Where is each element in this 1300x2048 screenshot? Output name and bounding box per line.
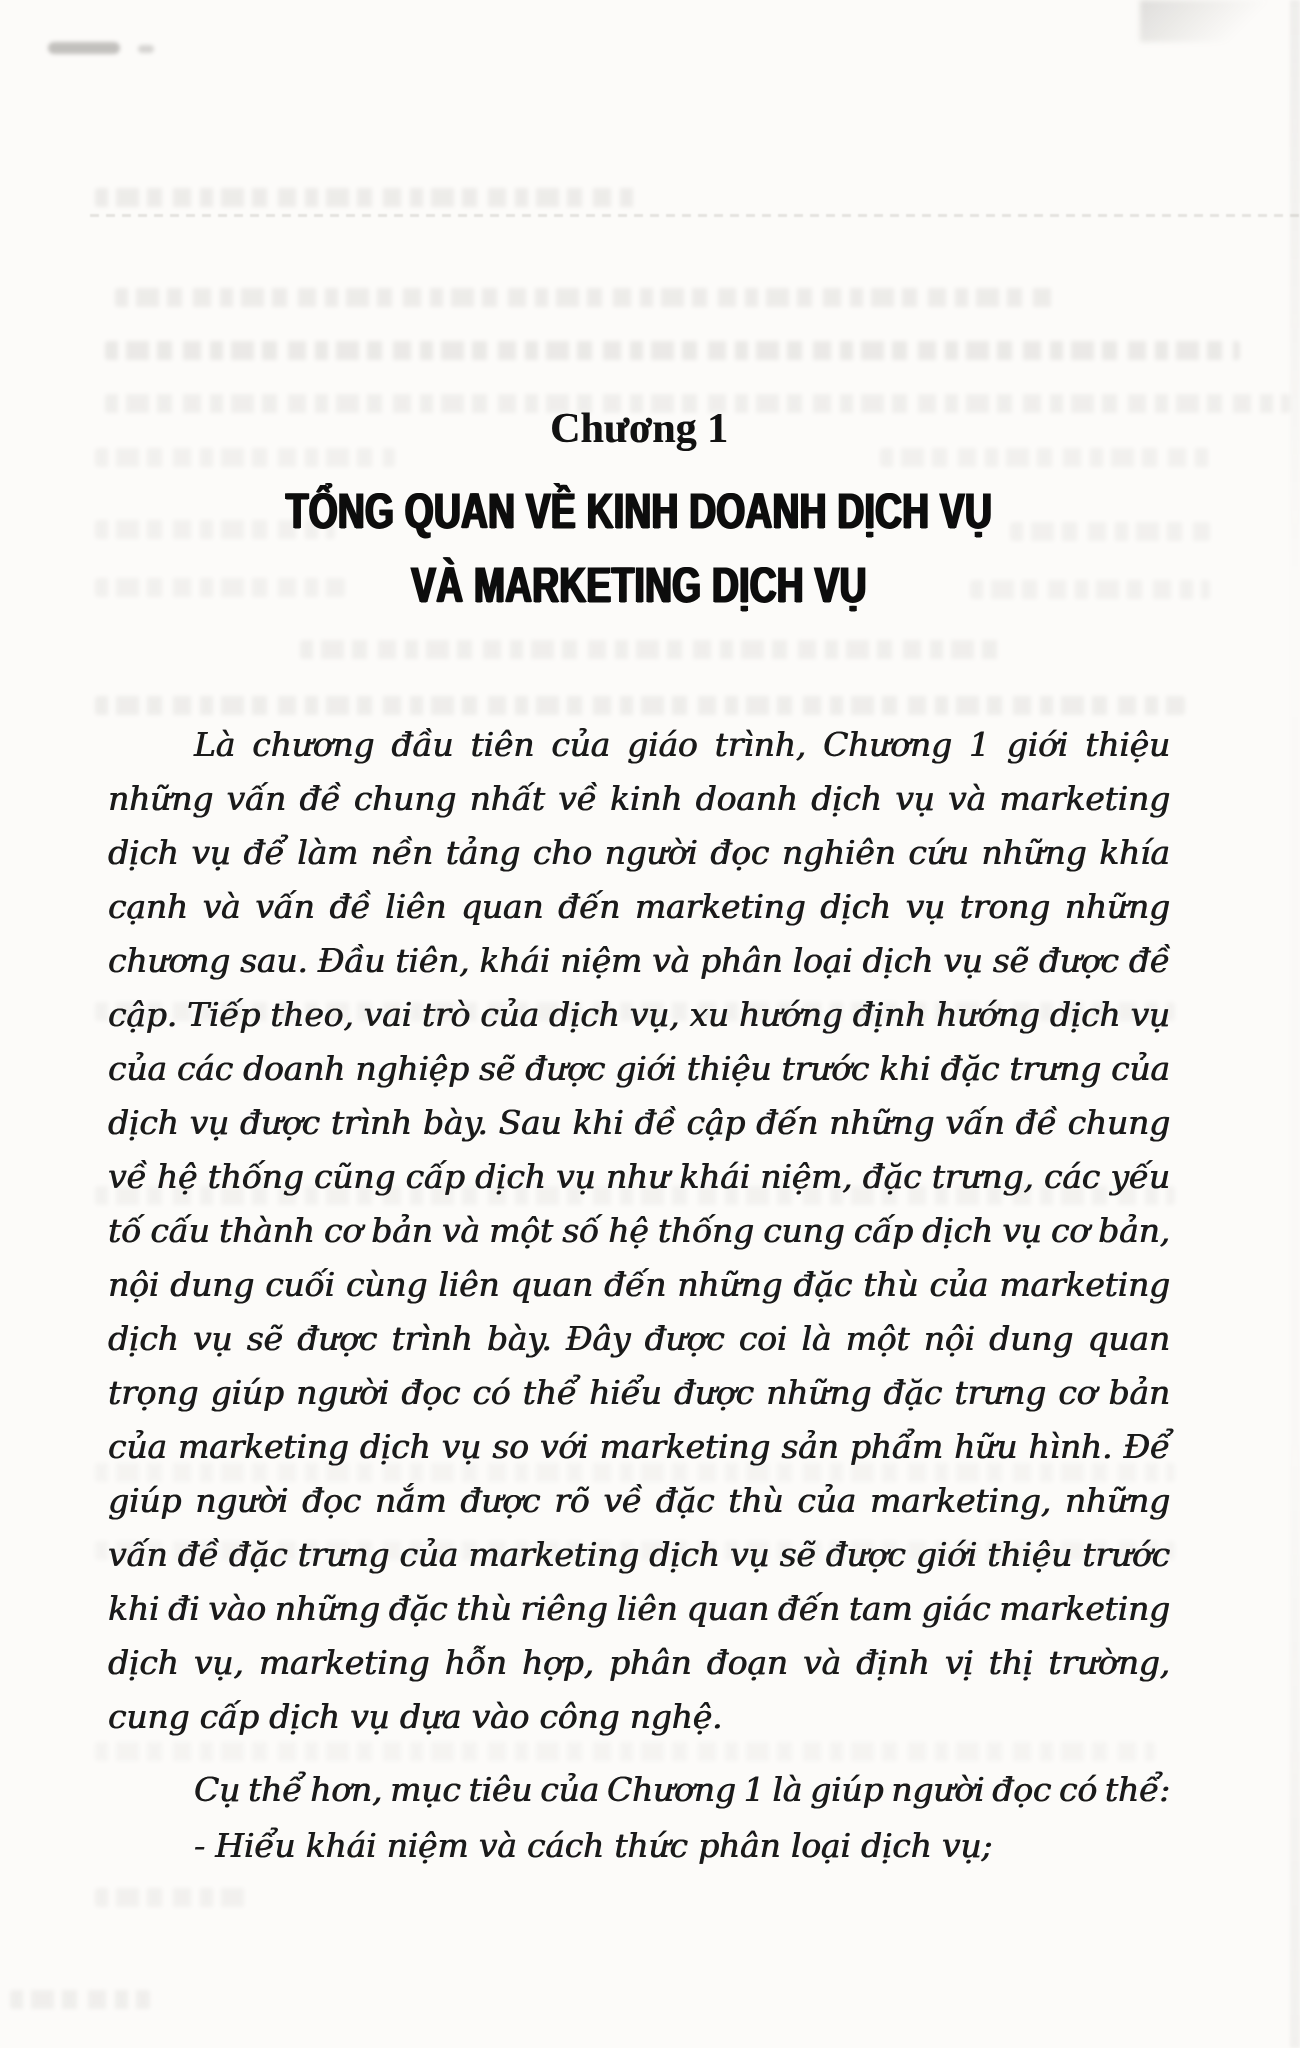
intro-line: của marketing dịch vụ so với marketing sản phẩm hữu hình. Để [108, 1427, 1170, 1466]
intro-line: cạnh và vấn đề liên quan đến marketing dịch vụ trong những [108, 887, 1170, 926]
bleed-through-artifact [1010, 522, 1210, 541]
intro-line: chương sau. Đầu tiên, khái niệm và phân loại dịch vụ sẽ được đề [108, 941, 1170, 980]
bleed-through-artifact [95, 1742, 1155, 1761]
bleed-through-artifact [115, 288, 1060, 307]
intro-line: Là chương đầu tiên của giáo trình, Chương 1 giới thiệu [194, 725, 1170, 764]
intro-line: về hệ thống cũng cấp dịch vụ như khái niệm, đặc trưng, các yếu [108, 1157, 1170, 1196]
chapter-title-line-1: TỔNG QUAN VỀ KINH DOANH DỊCH VỤ [285, 483, 993, 539]
objectives-intro-line: Cụ thể hơn, mục tiêu của Chương 1 là giúp người đọc có thể: [194, 1770, 1170, 1809]
scan-corner-shadow [1140, 0, 1300, 42]
bleed-through-artifact [95, 696, 1185, 715]
intro-line: của các doanh nghiệp sẽ được giới thiệu trước khi đặc trưng của [108, 1049, 1170, 1088]
intro-line: trọng giúp người đọc có thể hiểu được những đặc trưng cơ bản [108, 1373, 1170, 1412]
scan-smudge [138, 45, 154, 53]
bleed-through-artifact [95, 1888, 245, 1907]
objectives-intro [108, 1763, 1170, 1817]
scan-edge-shadow [1290, 0, 1300, 2048]
chapter-title-line-2: VÀ MARKETING DỊCH VỤ [411, 557, 867, 613]
chapter-label: Chương 1 [549, 406, 728, 452]
bleed-through-artifact [300, 640, 1000, 659]
intro-line: cập. Tiếp theo, vai trò của dịch vụ, xu hướng định hướng dịch vụ [108, 995, 1170, 1034]
intro-line: tố cấu thành cơ bản và một số hệ thống cung cấp dịch vụ cơ bản, [108, 1211, 1170, 1250]
objective-item: - Hiểu khái niệm và cách thức phân loại dịch vụ; [194, 1826, 993, 1865]
intro-line: dịch vụ, marketing hỗn hợp, phân đoạn và định vị thị trường, [108, 1643, 1170, 1682]
intro-line: cung cấp dịch vụ dựa vào công nghệ. [108, 1697, 723, 1736]
bleed-through-artifact [10, 1990, 150, 2009]
intro-line: vấn đề đặc trưng của marketing dịch vụ sẽ được giới thiệu trước [108, 1535, 1170, 1574]
scan-line-artifact [90, 214, 1300, 217]
intro-line: những vấn đề chung nhất về kinh doanh dịch vụ và marketing [108, 779, 1170, 818]
intro-paragraph [108, 718, 1170, 1744]
intro-line: dịch vụ để làm nền tảng cho người đọc nghiên cứu những khía [108, 833, 1170, 872]
bleed-through-artifact [95, 188, 640, 207]
intro-line: giúp người đọc nắm được rõ về đặc thù của marketing, những [108, 1481, 1170, 1520]
bleed-through-artifact [105, 341, 1240, 360]
intro-line: dịch vụ sẽ được trình bày. Đây được coi là một nội dung quan [108, 1319, 1170, 1358]
intro-line: khi đi vào những đặc thù riêng liên quan đến tam giác marketing [108, 1589, 1170, 1628]
intro-line: dịch vụ được trình bày. Sau khi đề cập đến những vấn đề chung [108, 1103, 1170, 1142]
intro-line: nội dung cuối cùng liên quan đến những đặc thù của marketing [108, 1265, 1170, 1304]
chapter-title [246, 474, 1032, 622]
scan-smudge [48, 42, 120, 54]
